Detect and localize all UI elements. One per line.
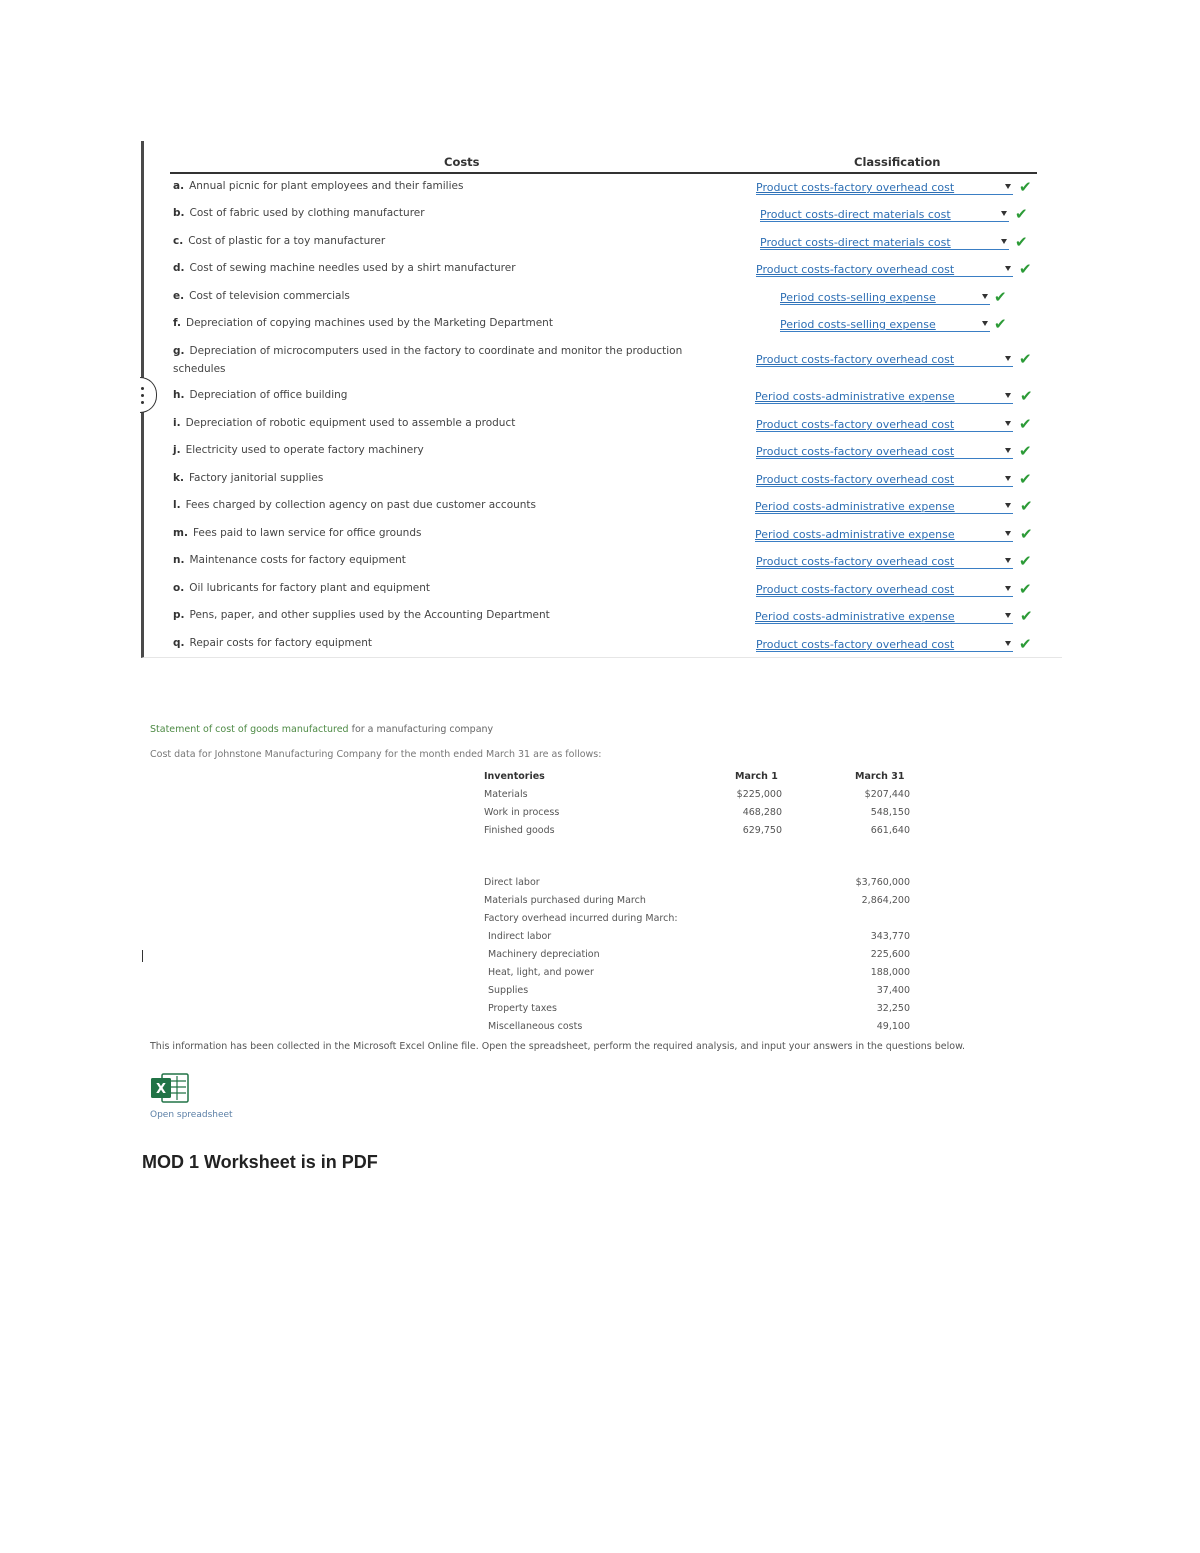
cost-text: Cost of television commercials [189,290,350,302]
correct-check-icon: ✔ [1015,205,1028,223]
row-letter: p. [173,609,185,621]
classification-select[interactable] [756,353,1013,367]
row-letter: c. [173,235,184,247]
row-letter: q. [173,637,185,649]
cost-description [173,469,721,487]
classification-select[interactable] [780,291,990,305]
row-letter: b. [173,207,185,219]
cost-description [173,342,721,378]
dropdown-arrow-icon [1005,266,1011,271]
classification-select[interactable] [755,500,1013,514]
correct-check-icon: ✔ [1019,415,1032,433]
footer-note: MOD 1 Worksheet is in PDF [142,1152,378,1172]
row-letter: a. [173,180,185,192]
selected-classification: Product costs-factory overhead cost [756,583,955,596]
inventory-label: Work in process [484,807,560,818]
cost-text: Electricity used to operate factory machinery [185,444,424,456]
selected-classification: Product costs-direct materials cost [760,208,951,221]
dropdown-arrow-icon [1005,421,1011,426]
inventory-march31: 661,640 [870,825,910,836]
correct-check-icon: ✔ [1020,497,1033,515]
cost-description [173,232,721,250]
selected-classification: Period costs-selling expense [780,291,936,304]
inventory-march1: 468,280 [742,807,782,818]
cost-description [173,177,721,195]
selected-classification: Product costs-factory overhead cost [756,638,955,651]
overhead-item-label: Machinery depreciation [488,949,600,960]
row-letter: n. [173,554,185,566]
dropdown-arrow-icon [1005,641,1011,646]
cost-text: Depreciation of microcomputers used in the factory to coordinate and monitor the production schedules [173,345,683,375]
correct-check-icon: ✔ [994,315,1007,333]
row-letter: g. [173,345,185,357]
classification-select[interactable] [756,263,1013,277]
classification-select[interactable] [780,318,990,332]
cost-text: Cost of fabric used by clothing manufacturer [189,207,425,219]
selected-classification: Product costs-factory overhead cost [756,418,955,431]
classification-select[interactable] [756,638,1013,652]
dropdown-arrow-icon [1005,356,1011,361]
cost-text: Fees paid to lawn service for office grounds [192,527,422,539]
march31-header: March 31 [855,771,905,782]
statement-intro: Cost data for Johnstone Manufacturing Company for the month ended March 31 are as follows: [150,749,602,760]
cost-description [173,441,721,459]
selected-classification: Period costs-selling expense [780,318,936,331]
cost-label: Direct labor [484,877,540,888]
classification-header: Classification [854,155,941,169]
cost-description [173,634,721,652]
cost-description [173,204,721,222]
overhead-item-label: Miscellaneous costs [488,1021,583,1032]
correct-check-icon: ✔ [1020,387,1033,405]
cost-text: Cost of sewing machine needles used by a shirt manufacturer [189,262,516,274]
classification-select[interactable] [760,236,1009,250]
classification-select[interactable] [760,208,1009,222]
dropdown-arrow-icon [1005,448,1011,453]
correct-check-icon: ✔ [1019,442,1032,460]
cost-description [173,259,721,277]
selected-classification: Product costs-factory overhead cost [756,445,955,458]
row-letter: i. [173,417,181,429]
overhead-label: Factory overhead incurred during March: [484,913,678,924]
overhead-item-value: 343,770 [870,931,910,942]
cost-value: $3,760,000 [855,877,910,888]
row-letter: h. [173,389,185,401]
overhead-item-label: Indirect labor [488,931,552,942]
dropdown-arrow-icon [1005,184,1011,189]
overhead-item-value: 49,100 [876,1021,910,1032]
inventory-march1: 629,750 [742,825,782,836]
selected-classification: Period costs-administrative expense [755,500,955,513]
selected-classification: Product costs-factory overhead cost [756,473,955,486]
correct-check-icon: ✔ [1019,470,1032,488]
correct-check-icon: ✔ [1019,178,1032,196]
row-letter: l. [173,499,181,511]
selected-classification: Product costs-factory overhead cost [756,555,955,568]
dropdown-arrow-icon [1001,211,1007,216]
classification-select[interactable] [756,445,1013,459]
correct-check-icon: ✔ [1019,350,1032,368]
cost-text: Maintenance costs for factory equipment [189,554,406,566]
cost-description [173,524,721,542]
cost-description [173,414,721,432]
inventory-label: Finished goods [484,825,555,836]
inventory-march31: 548,150 [870,807,910,818]
cost-description [173,314,721,332]
row-letter: k. [173,472,184,484]
cost-text: Oil lubricants for factory plant and equipment [189,582,431,594]
dropdown-arrow-icon [982,321,988,326]
row-letter: f. [173,317,181,329]
dropdown-arrow-icon [1005,531,1011,536]
overhead-item-value: 32,250 [876,1003,910,1014]
classification-panel [141,141,1062,658]
cost-description [173,606,721,624]
dropdown-arrow-icon [1005,393,1011,398]
costs-header: Costs [444,155,480,169]
selected-classification: Period costs-administrative expense [755,390,955,403]
classification-select[interactable] [756,583,1013,597]
cost-text: Repair costs for factory equipment [189,637,372,649]
overhead-item-value: 37,400 [876,985,910,996]
cost-description [173,386,721,404]
selected-classification: Product costs-factory overhead cost [756,263,955,276]
selected-classification: Product costs-factory overhead cost [756,353,955,366]
cost-description [173,496,721,514]
cost-text: Factory janitorial supplies [188,472,324,484]
overhead-item-label: Supplies [488,985,529,996]
dropdown-arrow-icon [1005,476,1011,481]
cost-value: 2,864,200 [861,895,910,906]
classification-select[interactable] [756,555,1013,569]
overhead-item-label: Heat, light, and power [488,967,594,978]
correct-check-icon: ✔ [1015,233,1028,251]
march1-header: March 1 [735,771,778,782]
excel-icon-letter: X [155,1082,167,1097]
cost-text: Depreciation of copying machines used by the Marketing Department [185,317,553,329]
inventory-label: Materials [484,789,528,800]
correct-check-icon: ✔ [1019,552,1032,570]
overhead-item-label: Property taxes [488,1003,557,1014]
row-letter: j. [173,444,181,456]
cost-text: Annual picnic for plant employees and their families [189,180,464,192]
excel-icon[interactable] [150,1072,190,1104]
inventories-header: Inventories [484,771,545,782]
text-cursor [142,950,143,962]
selected-classification: Product costs-direct materials cost [760,236,951,249]
classification-select[interactable] [756,181,1013,195]
row-letter: e. [173,290,185,302]
row-letter: o. [173,582,185,594]
inventory-march1: $225,000 [736,789,782,800]
cost-text: Depreciation of robotic equipment used to assemble a product [185,417,516,429]
correct-check-icon: ✔ [1019,260,1032,278]
classification-select[interactable] [756,473,1013,487]
classification-select[interactable] [755,390,1013,404]
classification-select[interactable] [756,418,1013,432]
dropdown-arrow-icon [982,294,988,299]
header-divider [170,172,1037,174]
selected-classification: Product costs-factory overhead cost [756,181,955,194]
classification-select[interactable] [755,528,1013,542]
dropdown-arrow-icon [1005,503,1011,508]
overhead-item-value: 188,000 [870,967,910,978]
dropdown-arrow-icon [1005,613,1011,618]
selected-classification: Period costs-administrative expense [755,610,955,623]
inventory-march31: $207,440 [864,789,910,800]
cost-description [173,287,721,305]
correct-check-icon: ✔ [1019,580,1032,598]
cost-label: Materials purchased during March [484,895,646,906]
dropdown-arrow-icon [1005,586,1011,591]
correct-check-icon: ✔ [994,288,1007,306]
dropdown-arrow-icon [1005,558,1011,563]
cost-text: Pens, paper, and other supplies used by the Accounting Department [189,609,550,621]
correct-check-icon: ✔ [1020,607,1033,625]
open-spreadsheet-link[interactable]: Open spreadsheet [150,1110,233,1120]
row-letter: d. [173,262,185,274]
classification-select[interactable] [755,610,1013,624]
cost-description [173,551,721,569]
cost-description [173,579,721,597]
correct-check-icon: ✔ [1020,525,1033,543]
cost-text: Fees charged by collection agency on past due customer accounts [185,499,537,511]
cost-text: Cost of plastic for a toy manufacturer [188,235,386,247]
statement-title: Statement of cost of goods manufactured for a manufacturing company [150,724,494,735]
correct-check-icon: ✔ [1019,635,1032,653]
overhead-item-value: 225,600 [870,949,910,960]
row-letter: m. [173,527,188,539]
dropdown-arrow-icon [1001,239,1007,244]
spreadsheet-info: This information has been collected in the Microsoft Excel Online file. Open the spreadsheet, perform the required analysis, and input your answers in the questions below. [150,1041,966,1052]
selected-classification: Period costs-administrative expense [755,528,955,541]
cost-text: Depreciation of office building [189,389,348,401]
